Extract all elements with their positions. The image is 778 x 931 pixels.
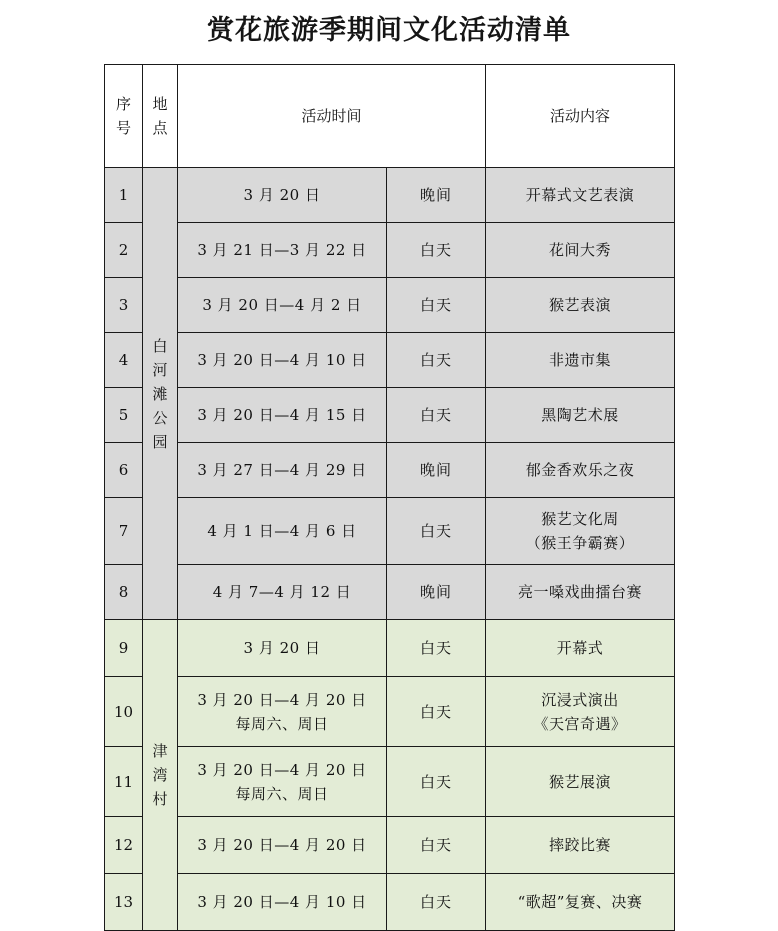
cell-date: 4 月 7—4 月 12 日 (178, 565, 387, 620)
cell-date (178, 677, 387, 747)
cell-date-line-1: 3 月 20 日—4 月 20 日 (197, 760, 367, 779)
cell-period: 白天 (387, 223, 486, 278)
cell-period: 白天 (387, 333, 486, 388)
location-char-1: 津 (152, 742, 168, 760)
table-row (105, 333, 675, 388)
cell-content: 亮一嗓戏曲擂台赛 (486, 565, 675, 620)
cell-content-line-2: （猴王争霸赛） (525, 534, 635, 552)
cell-content-line-2: 《天宫奇遇》 (533, 714, 627, 733)
cell-content: “歌超”复赛、决赛 (486, 874, 675, 931)
cell-content: 摔跤比赛 (486, 817, 675, 874)
cell-period: 白天 (387, 817, 486, 874)
cell-location-baihetan-park (143, 168, 178, 620)
table-row (105, 223, 675, 278)
cell-location-jinwan-village (143, 620, 178, 931)
activity-table-container (104, 64, 674, 931)
table-row (105, 620, 675, 677)
cell-date-line-1: 3 月 20 日—4 月 20 日 (197, 690, 367, 709)
header-location-char-1: 地 (152, 95, 168, 113)
cell-content: 黑陶艺术展 (486, 388, 675, 443)
table-row (105, 168, 675, 223)
location-char-3: 村 (152, 790, 168, 808)
cell-date-line-2: 每周六、周日 (235, 784, 329, 803)
cell-period: 白天 (387, 874, 486, 931)
header-location-char-2: 点 (152, 119, 168, 137)
cell-content: 猴艺展演 (486, 747, 675, 817)
table-row (105, 817, 675, 874)
table-header-row (105, 65, 675, 168)
table-row (105, 443, 675, 498)
cell-date: 3 月 20 日—4 月 2 日 (178, 278, 387, 333)
cell-date-line-2: 每周六、周日 (235, 714, 329, 733)
cell-content (486, 498, 675, 565)
table-row (105, 498, 675, 565)
cell-index: 8 (105, 565, 143, 620)
location-char-4: 公 (152, 408, 168, 427)
table-row (105, 565, 675, 620)
cell-index: 7 (105, 498, 143, 565)
cell-content-line-1: 猴艺文化周 (541, 510, 619, 528)
table-row (105, 874, 675, 931)
activity-table (104, 64, 675, 931)
cell-date: 3 月 20 日—4 月 20 日 (178, 817, 387, 874)
location-char-2: 湾 (152, 766, 168, 784)
cell-period: 白天 (387, 388, 486, 443)
cell-date: 3 月 20 日 (178, 620, 387, 677)
cell-date: 3 月 27 日—4 月 29 日 (178, 443, 387, 498)
cell-content: 猴艺表演 (486, 278, 675, 333)
table-row (105, 278, 675, 333)
cell-date: 3 月 20 日—4 月 15 日 (178, 388, 387, 443)
header-cell-index (105, 65, 143, 168)
cell-date: 4 月 1 日—4 月 6 日 (178, 498, 387, 565)
cell-date: 3 月 20 日—4 月 10 日 (178, 333, 387, 388)
cell-period: 白天 (387, 747, 486, 817)
cell-index: 12 (105, 817, 143, 874)
header-cell-content: 活动内容 (486, 65, 675, 168)
cell-date: 3 月 21 日—3 月 22 日 (178, 223, 387, 278)
cell-index: 4 (105, 333, 143, 388)
location-char-2: 河 (152, 360, 168, 379)
cell-period: 白天 (387, 278, 486, 333)
cell-index: 1 (105, 168, 143, 223)
cell-date (178, 747, 387, 817)
table-row (105, 388, 675, 443)
header-cell-time: 活动时间 (178, 65, 486, 168)
cell-index: 2 (105, 223, 143, 278)
cell-content: 开幕式文艺表演 (486, 168, 675, 223)
cell-date: 3 月 20 日—4 月 10 日 (178, 874, 387, 931)
cell-content-line-1: 沉浸式演出 (541, 690, 619, 709)
cell-content (486, 677, 675, 747)
cell-index: 10 (105, 677, 143, 747)
location-char-5: 园 (152, 432, 168, 451)
table-row (105, 677, 675, 747)
cell-content: 郁金香欢乐之夜 (486, 443, 675, 498)
table-row (105, 747, 675, 817)
page-title: 赏花旅游季期间文化活动清单 (207, 15, 571, 46)
activity-table-body (105, 65, 675, 931)
location-char-1: 白 (152, 336, 168, 355)
cell-date: 3 月 20 日 (178, 168, 387, 223)
cell-index: 9 (105, 620, 143, 677)
cell-period: 白天 (387, 498, 486, 565)
cell-period: 晚间 (387, 168, 486, 223)
cell-content: 开幕式 (486, 620, 675, 677)
cell-index: 11 (105, 747, 143, 817)
cell-period: 白天 (387, 677, 486, 747)
cell-index: 13 (105, 874, 143, 931)
cell-content: 花间大秀 (486, 223, 675, 278)
header-index-char-2: 号 (115, 119, 131, 137)
cell-period: 白天 (387, 620, 486, 677)
header-index-char-1: 序 (115, 95, 131, 113)
header-cell-location (143, 65, 178, 168)
cell-index: 5 (105, 388, 143, 443)
cell-index: 6 (105, 443, 143, 498)
cell-content: 非遗市集 (486, 333, 675, 388)
cell-period: 晚间 (387, 565, 486, 620)
cell-index: 3 (105, 278, 143, 333)
location-char-3: 滩 (152, 384, 168, 403)
cell-period: 晚间 (387, 443, 486, 498)
